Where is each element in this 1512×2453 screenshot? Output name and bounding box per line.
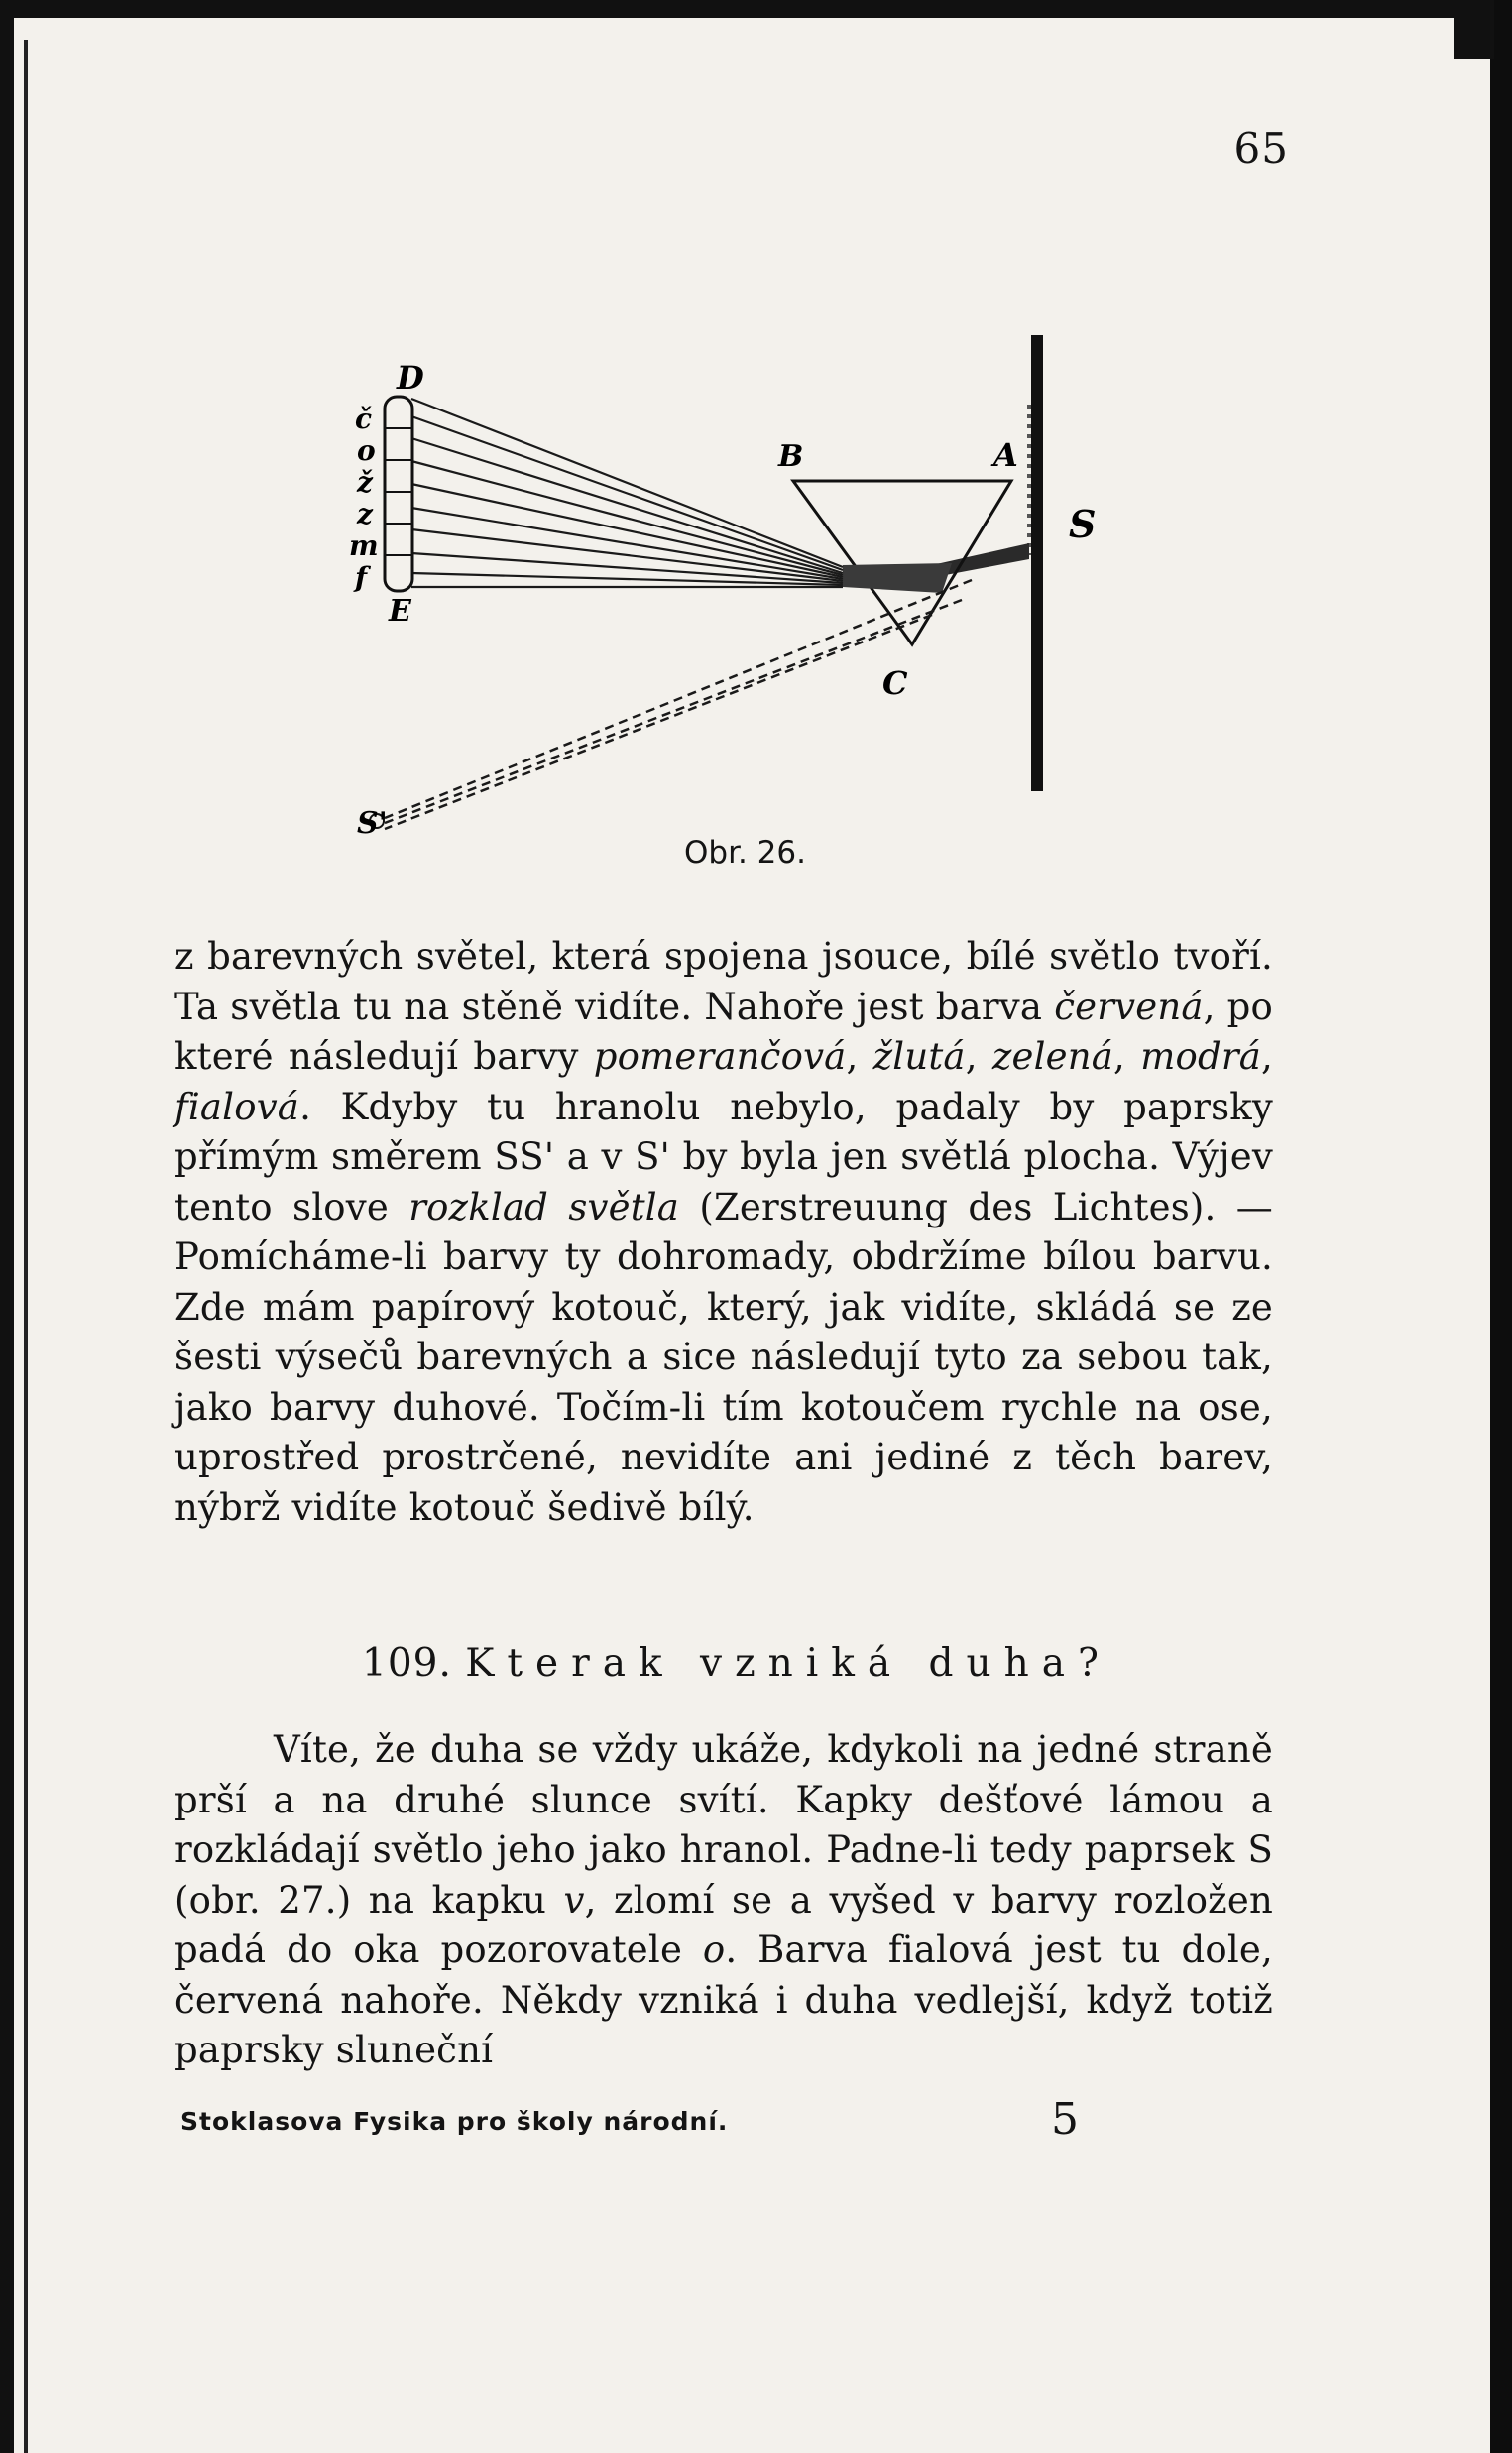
prism-dispersion-figure bbox=[327, 317, 1140, 873]
color-label: m bbox=[349, 529, 379, 562]
section-number: 109. bbox=[362, 1641, 452, 1686]
text-run: , bbox=[1113, 1035, 1141, 1078]
label-S-prime: S' bbox=[357, 806, 388, 841]
color-term: fialová bbox=[174, 1085, 300, 1128]
undeviated-rays bbox=[385, 580, 972, 829]
page-edge-line bbox=[24, 40, 28, 2453]
text-run: , bbox=[846, 1035, 873, 1078]
term-emphasis: rozklad světla bbox=[408, 1185, 680, 1228]
page-edge-left bbox=[0, 0, 14, 2453]
figure-caption: Obr. 26. bbox=[684, 835, 806, 871]
paragraph-dispersion bbox=[174, 932, 1273, 1533]
dispersed-rays bbox=[411, 399, 843, 587]
text-run: . Barva fialová jest tu dole, červená nahoře. Někdy vzniká i duha vedlejší, když totiž paprsky sluneční bbox=[174, 1928, 1273, 2071]
spectrum-dividers bbox=[385, 428, 412, 555]
page-edge-corner bbox=[1454, 0, 1494, 59]
page-edge-right bbox=[1490, 0, 1512, 2453]
color-term: zelená bbox=[991, 1035, 1114, 1078]
text-run: Víte, že duha se vždy ukáže, kdykoli na jedné straně prší a na druhé slunce svítí. Kapky dešťové lámou a rozkládají světlo jeho jako hranol. Padne-li tedy paprsek S (obr. 27.) na kapku bbox=[174, 1728, 1273, 1922]
spectrum-band bbox=[385, 397, 412, 591]
text-run: , bbox=[965, 1035, 992, 1078]
footer-imprint: Stoklasova Fysika pro školy národní. bbox=[180, 2107, 729, 2136]
prism-inner-beam bbox=[843, 563, 952, 593]
text-run: , bbox=[1260, 1035, 1273, 1078]
text-run: z barevných světel, která spojena jsouce, bílé světlo tvoří. Ta světla tu na stěně vidíte. Nahoře jest barva bbox=[174, 935, 1273, 1028]
color-labels bbox=[349, 403, 379, 594]
page-edge-top bbox=[0, 0, 1512, 18]
label-E: E bbox=[389, 594, 411, 629]
page-number: 65 bbox=[1233, 124, 1289, 173]
color-term: žlutá bbox=[872, 1035, 966, 1078]
label-D: D bbox=[397, 359, 424, 397]
screen-wall bbox=[1031, 335, 1043, 791]
label-A: A bbox=[993, 436, 1018, 474]
label-C: C bbox=[882, 664, 908, 702]
text-run: (Zerstreuung des Lichtes). — Pomícháme-li barvy ty dohromady, obdržíme bílou barvu. Zde mám papírový kotouč, který, jak vidíte, skládá se ze šesti výsečů barevných a sice následují tyto za sebou tak, jako barvy duhové. Točím-li tím kotoučem rychle na ose, uprostřed prostrčené, nevidíte ani jediné z těch barev, nýbrž vidíte kotouč šedivě bílý. bbox=[174, 1185, 1273, 1529]
paragraph-rainbow bbox=[174, 1725, 1273, 2076]
color-label: o bbox=[357, 434, 376, 467]
term-emphasis: v bbox=[563, 1878, 585, 1922]
label-B: B bbox=[778, 439, 804, 474]
color-label: ž bbox=[357, 466, 373, 499]
color-term: červená bbox=[1054, 985, 1204, 1028]
text-run: , po které následují barvy bbox=[174, 985, 1273, 1078]
text-run: . Kdyby tu hranolu nebylo, padaly by paprsky přímým směrem SS' a v S' by byla jen světlá plocha. Výjev tento slove bbox=[174, 1085, 1273, 1228]
color-term: modrá bbox=[1140, 1035, 1261, 1078]
label-S: S bbox=[1069, 502, 1097, 546]
text-run: , zlomí se a vyšed v barvy rozložen padá do oka pozorovatele bbox=[174, 1878, 1273, 1971]
section-title: Kterak vzniká duha? bbox=[465, 1641, 1111, 1686]
color-label: f bbox=[355, 561, 368, 594]
color-label: z bbox=[357, 498, 373, 530]
color-term: pomerančová bbox=[593, 1035, 847, 1078]
term-emphasis: o bbox=[702, 1928, 726, 1971]
color-label: č bbox=[355, 403, 373, 435]
signature-number: 5 bbox=[1051, 2094, 1079, 2145]
section-heading bbox=[362, 1641, 1254, 1686]
